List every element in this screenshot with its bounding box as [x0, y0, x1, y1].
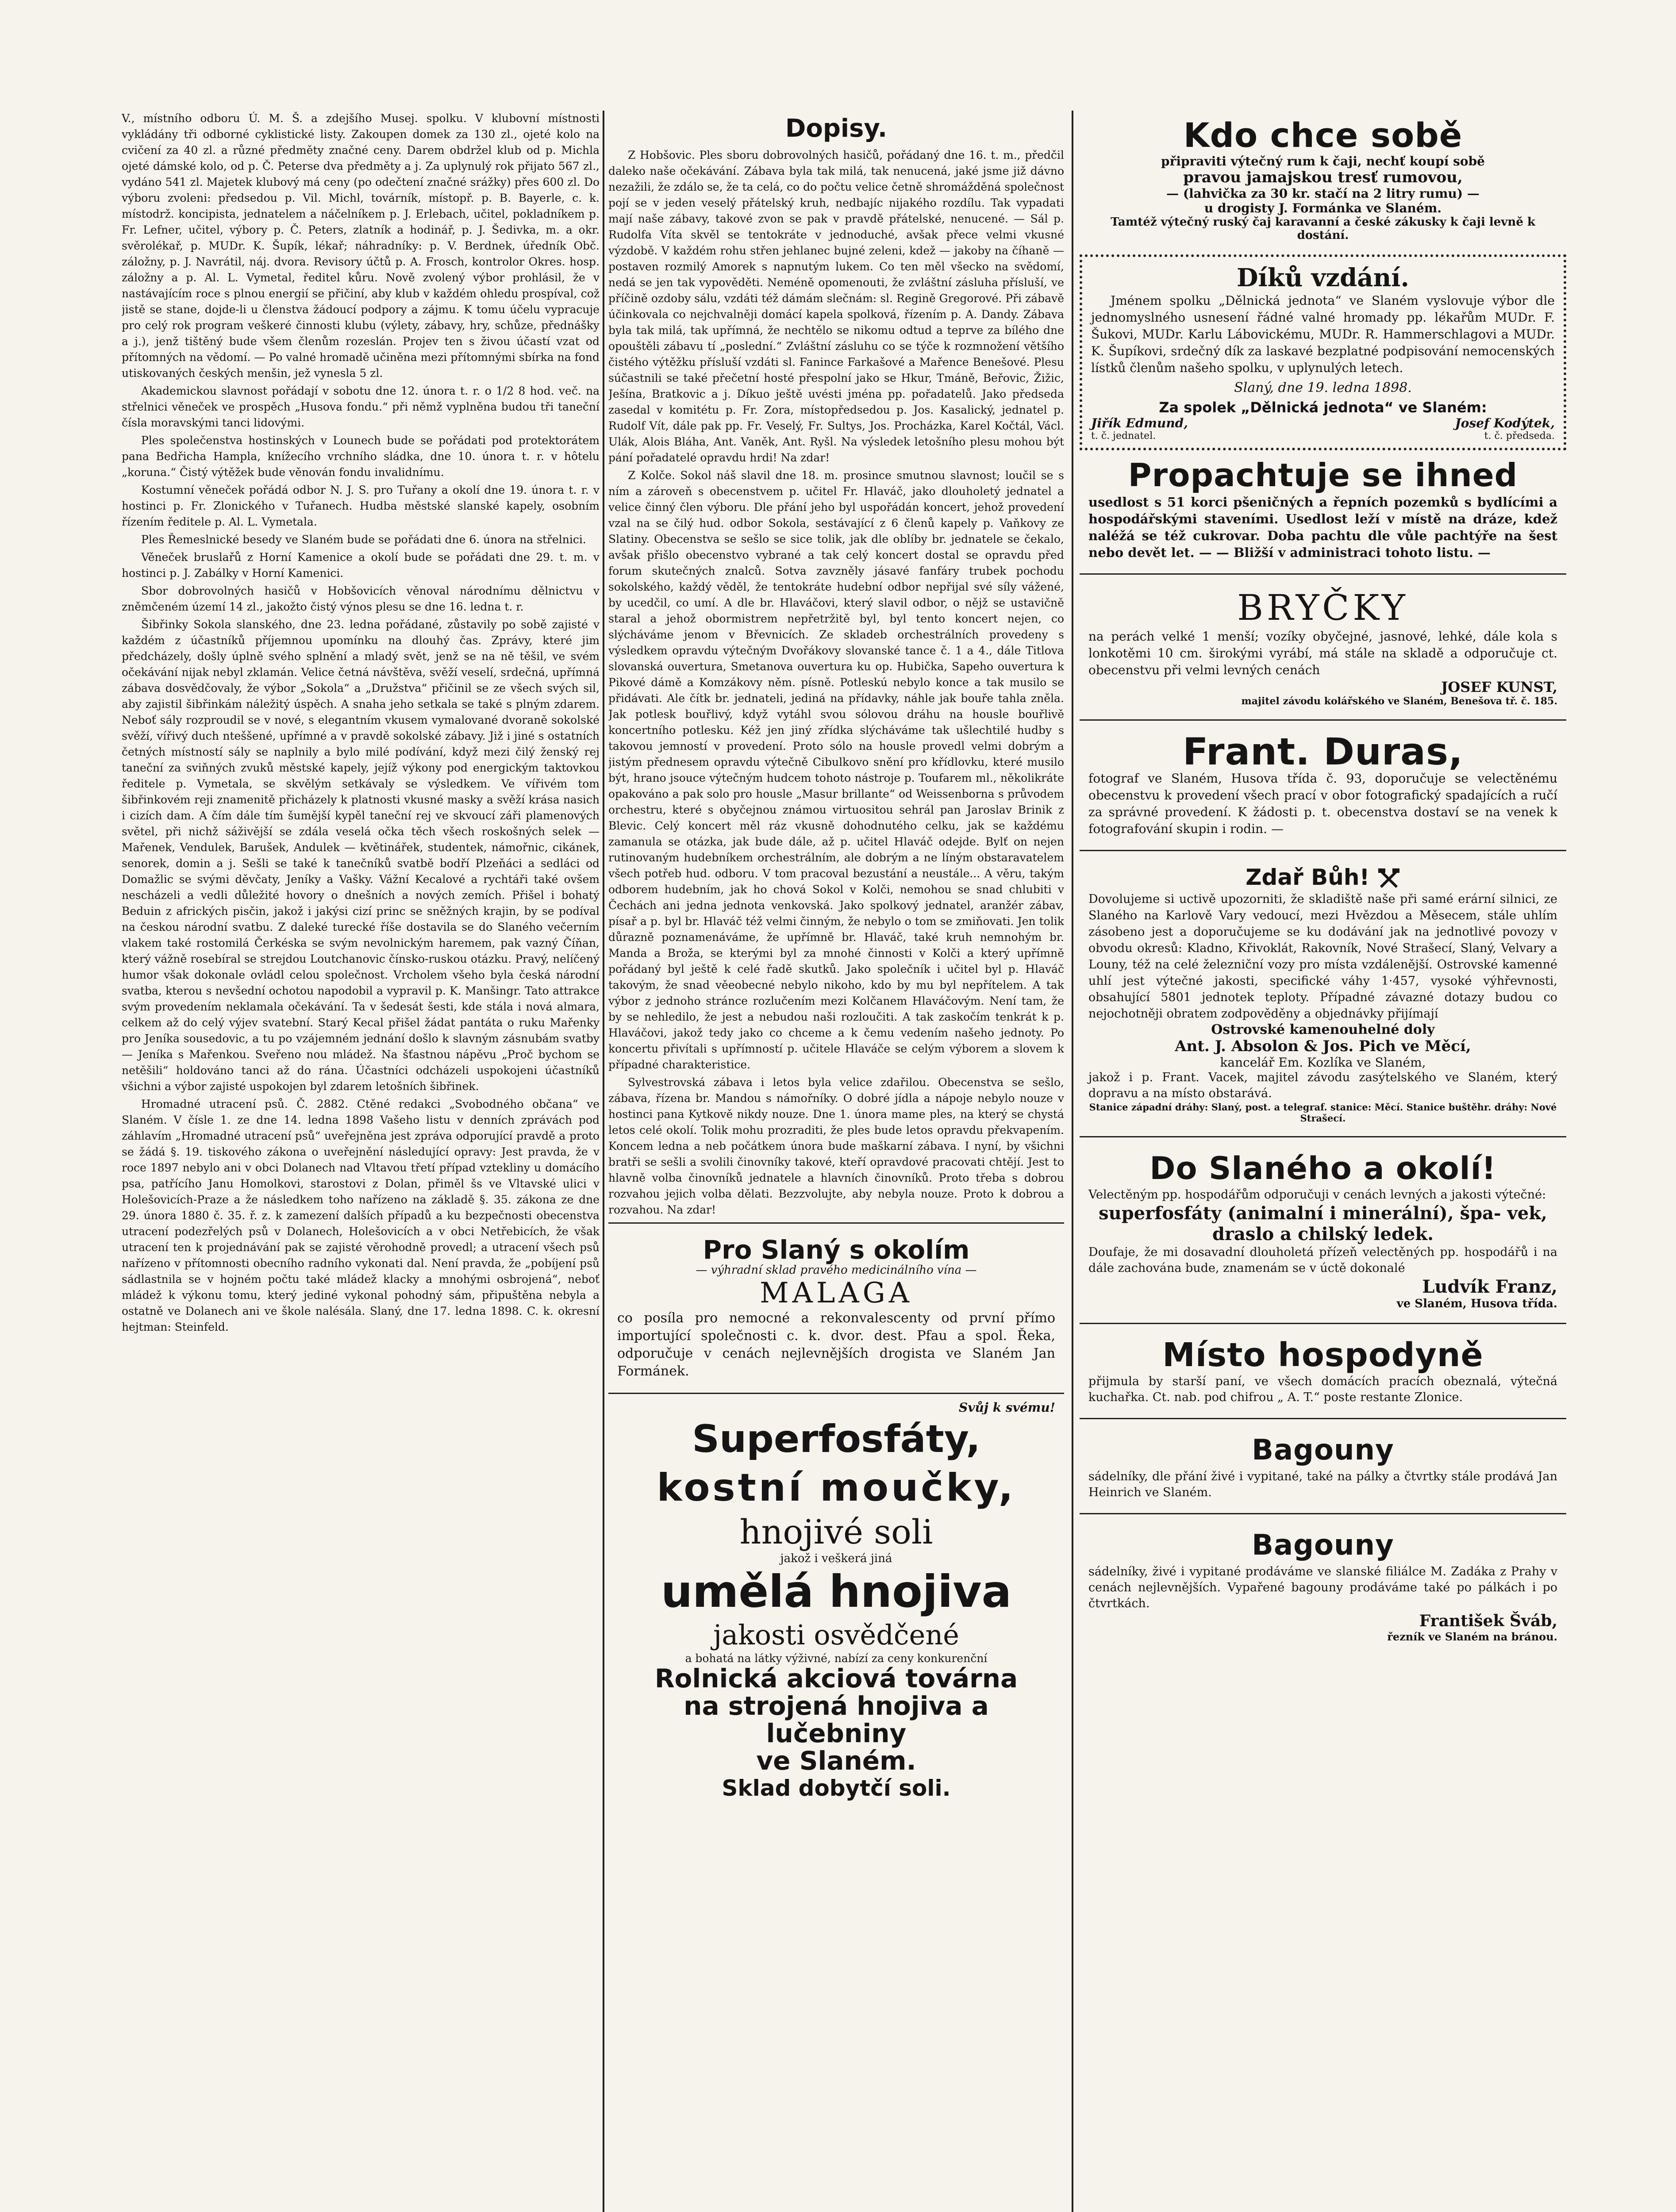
ad-rum-text2: pravou jamajskou tresť rumovou,	[1183, 169, 1463, 186]
ad-fertilizer-line9: na strojená hnojiva a lučebniny	[684, 1691, 989, 1748]
signature-jirik: Jiřík Edmund,	[1091, 416, 1188, 430]
ad-coal-office: kancelář Em. Kozlíka ve Slaném,	[1220, 1055, 1426, 1070]
ad-thanks-text: Jménem spolku „Dělnická jednota“ ve Slaném vyslovuje výbor dle jednomyslného usnesení řádné valné hromady pp. lékařům MUDr. F. Šukovi, MUDr. Karlu Lábovickému, MUDr. R. Hammerschlagovi a MUDr. K. Šupíkovi, srdečný dík za laskavé bezplatné podpisování nemocenských lístků členům našeho spolku, v uplynulých letech.	[1091, 293, 1555, 375]
ad-bagouny1-title: Bagouny	[1252, 1434, 1394, 1467]
ad-fertilizer-line5: umělá hnojiva	[661, 1566, 1012, 1617]
news-craftsmen-ball: Ples Řemeslnické besedy ve Slaném bude se pořádati dne 6. února na střelnici.	[141, 533, 586, 546]
separator	[1080, 1323, 1566, 1324]
separator	[1080, 719, 1566, 721]
ad-franz	[1080, 1144, 1566, 1317]
ad-carts-title: BRYČKY	[1237, 587, 1409, 628]
ad-malaga-subtitle: — výhradní sklad pravého medicinálního vína —	[696, 1263, 977, 1277]
column-letters	[608, 111, 1064, 2212]
news-fire-brigade: Sbor dobrovolných hasičů v Hobšovicích věnoval národnímu dělnictvu v zněmčeném území 14 zl., jakožto čistý výnos plesu se dne 16. ledna t. r.	[122, 584, 600, 613]
ad-carts-role: majitel závodu kolářského ve Slaném, Benešova tř. č. 185.	[1241, 695, 1557, 707]
ad-position-title: Místo hospodyně	[1162, 1336, 1484, 1374]
news-academic-party: Akademickou slavnost pořádají v sobotu dne 12. února t. r. o 1/2 8 hod. več. na střelnici věneček ve prospěch „Husova fondu.“ při němž vyplněna budou tři taneční čísla moravskými tanci lidovými.	[122, 384, 600, 429]
ad-duras	[1080, 727, 1566, 844]
ad-fertilizer-line1: Superfosfáty,	[692, 1417, 980, 1461]
ad-fertilizer-motto: Svůj k svému!	[959, 1400, 1055, 1415]
ad-fertilizer-line2: kostní moučky,	[657, 1466, 1016, 1510]
ad-fertilizer-line10: ve Slaném.	[756, 1746, 916, 1776]
ad-franz-name: Ludvík Franz,	[1422, 1276, 1557, 1297]
ad-duras-text: fotograf ve Slaném, Husova třída č. 93, doporučuje se velectěnému obecenstvu k provedení všech prací v obor fotografický spadajících a ručí za správné provedení. K žádosti p. t. obecenstva dostaví se na venek k fotografování skupin i rodin. —	[1088, 771, 1557, 836]
ad-bagouny1-text: sádelníky, dle přání živé i vypitané, také na pálky a čtvrtky stále prodává Jan Heinrich ve Slaném.	[1088, 1470, 1557, 1499]
ad-rum-text3: — (lahvička za 30 kr. stačí na 2 litry rumu) —	[1166, 186, 1480, 201]
ad-thanks-for: Za spolek „Dělnická jednota“ ve Slaném:	[1159, 399, 1487, 416]
ad-coal-station: Stanice západní dráhy: Slaný, post. a telegraf. stanice: Měcí. Stanice buštěhr. dráhy: Nové Strašecí.	[1089, 1102, 1557, 1124]
news-costume-wreath: Kostumní věneček pořádá odbor N. J. S. pro Tuřany a okolí dne 19. února t. r. v hostinci p. Fr. Zlonického v Tuřanech. Hudba městské slanské kapely, osobním řízením ředitele p. Al. L. Vymetala.	[122, 484, 600, 528]
ad-rum-text4: u drogisty J. Formánka ve Slaném.	[1204, 201, 1442, 215]
ad-malaga-product: MALAGA	[760, 1277, 913, 1310]
ad-fertilizer-line3: hnojivé soli	[739, 1512, 933, 1551]
ad-fertilizer-line6: jakosti osvědčené	[713, 1619, 959, 1651]
separator	[1080, 1136, 1566, 1137]
separator	[1080, 1513, 1566, 1514]
ad-coal	[1080, 857, 1566, 1130]
ad-coal-owners: Ant. J. Absolon & Jos. Pich ve Měcí,	[1175, 1037, 1471, 1055]
ad-rum-title: Kdo chce sobě	[1183, 115, 1463, 155]
ad-fertilizer	[608, 1400, 1064, 1808]
separator	[1080, 850, 1566, 851]
ad-position	[1080, 1330, 1566, 1412]
ad-coal-text: Dovolujeme si uctivě upozorniti, že skladiště naše při samé erární silnici, ze Slaného na Karlově Vary vedoucí, mezi Hvězdou a Měsecem, stále uhlím zásobeno jest a doporučujeme se ku dodávání jak na jednotlivé povozy v obvodu okresů: Kladno, Křivoklát, Rakovník, Nové Strašecí, Slaný, Velvary a Louny, též na celé železniční vozy pro místa vzdálenější. Ostrovské kamenné uhlí jest výtečné jakosti, specifické váhy 1·457, vysoké výhřevnosti, obsahující 5801 jednotek teploty. Případné závazné dotazy budou co nejochotněji obratem zodpověděny a objednávky přijímají	[1088, 892, 1557, 1021]
ad-thanks-signatures	[1091, 416, 1555, 430]
ad-franz-text2: superfosfáty (animalní i minerální), špa- vek, draslo a chilský ledek.	[1099, 1203, 1547, 1244]
ad-franz-role: ve Slaném, Husova třída.	[1396, 1297, 1557, 1310]
separator	[608, 1222, 1064, 1224]
ad-position-text: přijmula by starší paní, ve všech domácích pracích obeznalá, výtečná kuchařka. Ct. nab. pod chifrou „ A. T.“ poste restante Zlonice.	[1088, 1375, 1557, 1404]
ad-fertilizer-line8: Rolnická akciová továrna	[654, 1663, 1018, 1694]
ad-fertilizer-line4: jakož i veškerá jiná	[780, 1552, 892, 1565]
ad-rum-text5: Tamtéž výtečný ruský čaj karavanní a české zákusky k čaji levně k dostání.	[1111, 215, 1535, 242]
ad-rum	[1080, 117, 1566, 248]
ad-bagouny2-text: sádelníky, živé i vypitané prodáváme ve slanské filiálce M. Zadáka z Prahy v cenách nejlevnějších. Vypařené bagouny prodáváme také po pálkách i po čtvrtkách.	[1088, 1565, 1557, 1610]
section-title-dopisy: Dopisy.	[785, 114, 888, 143]
letter-sylvester: Sylvestrovská zábava i letos byla velice zdařilou. Obecenstva se sešlo, zábava, řízena br. Mandou s námořníky. O dobré jídla a nápoje nebylo nouze v hostinci pana Kytkově nikdy nouze. Dne 1. února mame ples, na který se chystá letos celé okolí. Tolik mohu prozraditi, že ples bude letos opravdu překvapením. Koncem ledna a neb počátkem února bude maškarní zábava. I nyní, by všichni bratři se sešli a svolili činovníky takové, kteří opravdové pracovati chtějí. Jest to hlavně volba činovníků jednatele a hlavních činovníků. Proto třeba s dobrou rozvahou jejich volba dělati. Bezzvolujte, aby nebyla nouze. Proto k dobrou a rozvahou. Na zdar!	[608, 1076, 1064, 1216]
role-jirik: t. č. jednatel.	[1091, 430, 1156, 442]
separator	[1080, 1418, 1566, 1419]
news-cycling-club: V., místního odboru Ú. M. Š. a zdejšího Musej. spolku. V klubovní místnosti vykládány tři odborné cyklistické listy. Zakoupen domek za 130 zl., ojeté kolo na cvičení za 40 zl. a různé předměty značné ceny. Darem obdržel klub od p. Michla ojeté dámské kolo, od p. Č. Peterse dva předměty a j. Za uplynulý rok přijato 567 zl., vydáno 541 zl. Majetek klubový má ceny (po odečtení značné srážky) přes 600 zl. Do výboru zvoleni: předsedou p. Vil. Michl, továrník, místopř. p. B. Bayerle, c. k. místodrž. koncipista, jednatelem a náčelníkem p. J. Erlebach, učitel, pokladníkem p. Fr. Lefner, učitel, výbory p. Č. Peters, zlatník a hodinář, p. J. Šedivka, m. a okr. svěrolékař, p. MUDr. K. Šupík, lékař; náhradníky: p. V. Berdnek, úředník Obč. záložny, p. J. Navrátil, náj. dvora. Revisory účtů p. A. Frosch, kontrolor Okres. hosp. záložny a p. Al. L. Vymetal, ředitel kůru. Nově zvolený výbor prohlásil, že v nastávajícím roce s plnou energií se přičiní, aby klub v každém ohledu prospíval, což jistě se stane, dojde-li u členstva žádoucí podpory a zájmu. K tomu účelu vypracuje pro celý rok program veškeré činnosti klubu (výlety, zábavy, hry, schůze, přednášky a j.), jenž tištěný bude všem členům rozeslán. Projev ten s živou účastí vzat od přítomných na vědomí. — Po valné hromadě učiněna mezi přítomnými sbírka na fond utiskovaných českých menšin, jež vynesla 5 zl.	[122, 112, 600, 380]
news-sokol-sibrinky: Šibřinky Sokola slanského, dne 23. ledna pořádané, zůstavily po sobě zajisté v každém z účastníků příjemnou upomínku na dlouhý čas. Zprávy, které jim předcházely, došly úplně svého splnění a mladý svět, jenž se na ně těšil, ve svém očekávání nijak nebyl zklamán. Velice četná návštěva, svěží veselí, srdečná, upřímná zábava dosvědčovaly, že výbor „Sokola“ a „Družstva“ přičinil se ze všech svých sil, aby zajistil šibřinkám náležitý úspěch. A snaha jeho setkala se také s plným zdarem. Neboť sály rozproudil se v nové, s elegantním vkusem vymalované dvoraně sokolské svěží, vířivý duch nteššené, upřímné a v pravdě sokolské zábavy. Již i jiné s ostatních četných místností sály se naplnily a bylo milé podívání, když mezi čilý ženský rej taneční za sviňných zvuků městské kapely, jejíž výkony pod energickým taktovkou ředitele p. Vymetala, se skvělým setkávaly se výsledkem. Ve vířivém tom šibřinkovém reji znamenitě přicházely k platnosti vkusné masky a svěží krása nasich i cizích dam. A čím dále tím šumější kypěl taneční rej ve skvoucí záři plamenových světel, při nichž sáživější se zdála veselá očka těch všech roskošných selek — Mařenek, Vendulek, Barušek, Andulek — květinářek, studentek, námořnic, cikánek, senorek, domin a j. Sešli se také k tanečníků svatbě bodří Plzeňáci a sedláci od Domažlic se svými děvčaty, Jeníky a Vašky. Vážní Kecalové a rychtáři také ovšem nescházeli a vedli důležité hovory o dnešních a nových zemích. Přišel i bohatý Beduin z afrických pisčin, jakož i jakýsi cizí princ se sněžných krajin, by se podíval na českou národní svatbu. Z daleké turecké říše dostavila se do Slaného večerním vlakem také rostomilá Čerkéska se svým nevolnickým haremem, pak vazný Číňan, který vážně rosebíral se strejdou Loutchanovic čínsko-ruskou otázku. Pravý, nelíčený humor však dokonale ovládl celou společnost. Vrcholem všeho byla česká národní svatba, kterou s nevšední ochotou napodobil a vypravil p. K. Manšingr. Tato attrakce svým provedením neklamala očekávání. Ta v šedesát šesti, kde stála i nová almara, celkem až do celý výjev svatební. Starý Kecal přišel žádat pantáta o ruku Mařenky pro Jeníka sousedovic, a tu po vzájemném jednání došlo k slavným zásnubám svatby — Jeníka s Mařenkou. Sveřeno nou mládež. Na šťastnou nápěvu „Proč bychom se netěšili“ holdováno tanci až do rána. Účastníci odcházeli uspokojeni účastníků všichni a výbor zajisté uspokojen byl zdarem letošních šibřinek.	[122, 618, 600, 1093]
ad-coal-title-row	[1088, 864, 1557, 891]
ad-bagouny2-title: Bagouny	[1252, 1529, 1394, 1562]
ad-bagouny-heinrich	[1080, 1425, 1566, 1507]
column-ads	[1080, 111, 1566, 2212]
ad-franz-text1: Velectěným pp. hospodářům odporučuji v cenách levných a jakosti výtečné:	[1088, 1188, 1546, 1202]
ad-fertilizer-line7: a bohatá na látky výživné, nabízí za ceny konkurenční	[685, 1652, 988, 1665]
signature-kodytek: Josef Kodýtek,	[1455, 416, 1555, 430]
ad-carts-text: na perách velké 1 menší; vozíky obyčejné, jasnové, lehké, dále kola s lonkotěmi 10 cm. širokými vyrábí, má stále na skladě a odporučuje ct. obecenstvu při velmi levných cenách	[1088, 629, 1557, 677]
role-kodytek: t. č. předseda.	[1484, 430, 1555, 442]
ad-coal-title: Zdař Bůh!	[1245, 864, 1370, 890]
ad-lease	[1080, 457, 1566, 567]
news-skaters-wreath: Věneček bruslařů z Horní Kamenice a okolí bude se pořádati dne 29. t. m. v hostinci p. J. Zabálky v Horní Kamenici.	[122, 551, 600, 580]
ad-malaga-text: co posíla pro nemocné a rekonvalescenty od první přímo importující společnosti c. k. dvor. dest. Pfau a spol. Řeka, odporučuje v cenách nejlevnějších drogista ve Slaném Jan Formánek.	[617, 1310, 1055, 1379]
ad-thanks-roles	[1091, 430, 1555, 442]
column-divider-2	[1072, 111, 1073, 2212]
ad-franz-text3: Doufaje, že mi dosavadní dlouholetá přízeň velectěných pp. hospodářů i na dále zachována bude, znamenám se v úctě dokonalé	[1088, 1245, 1557, 1275]
ad-duras-title: Frant. Duras,	[1183, 730, 1463, 773]
column-divider-1	[603, 111, 604, 2212]
news-dogs-correction: Hromadné utracení psů. Č. 2882. Ctěné redakci „Svobodného občana“ ve Slaném. V čísle 1. ze dne 14. ledna 1898 Vašeho listu v denních zprávách pod záhlavím „Hromadné utracení psů“ uveřejněna jest zpráva odporující pravdě a proto se žádá §. 19. tiskového zákona o uveřejnění následující opravy: Jest pravda, že v roce 1897 nebylo ani v obci Dolanech nad Vltavou třetí případ vztekliny u domácího psa, patřícího Janu Homolkovi, starostovi z Dolan, přiměl šs ve Vltavské ulici v Holešovicích-Praze a že následkem toho nařízeno na základě §. 35. zákona ze dne 29. února 1880 č. 35. ř. z. k zamezení dalších případů a ku bezpečnosti obecenstva utracení podezřelých psů v Dolanech, Holešovicích a v obci Netřebicích, že však utracení ten k projednávání pak se zajisté věrohodně provedl; a utracení všech psů nařízeno v přítomnosti obecního radního vykonati dal. Není pravda, že „pobíjení psů sádlastnila se v hojném počtu také mládež klacky a mnohými osbrojená“, neboť mládež k výkonu tomu, který jediné vykonal pohodný sám, připuštěna nebyla a ostatně ve Dolanech ani ve škole nalésála. Slaný, dne 17. ledna 1898. C. k. okresní hejtman: Steinfeld.	[122, 1098, 600, 1333]
letter-hobsovice: Z Hobšovic. Ples sboru dobrovolných hasičů, pořádaný dne 16. t. m., předčil daleko naše očekávání. Zábava byla tak milá, tak nenucená, jaké jsme již dávno nezažili, že zdálo se, že ta celá, co do počtu velice četně shromážděná společnost pojí se v jeden veselý přátelský kruh, nedbajíc nijakého rozdílu. Tak vypadati mají naše zábavy, takové zvon se pak v pravdě přátelské, nenucené. — Sál p. Rudolfa Víta skvěl se tentokráte v jednoduché, avšak přece velmi vkusné výzdobě. V každém rohu střen jehlanec bujné zeleni, kdež — jakoby na číhaně — postaven rozmilý Amorek s napnutým lukem. Co ten měl všecko na svědomí, nedá se jen tak vypověděti. Neméně opomenouti, že zvláštní zásluha přísluší, ve příčině ozdoby sálu, vzdáti též dámám slečnám: sl. Regině Gregorové. Při zábavě účinkovala co nejchvalněji domácí kapela spolková, řízením p. A. Dandy. Zábava byla tak milá, tak upřímná, že nechtělo se nikomu odtud a teprve za bílého dne opouštěli zábavu tí „poslední.“ Zvláštní zásluhu co se týče k rozmnožení většího čistého výtěžku přísluší vzdáti sl. Fanince Farkašové a Mařence Benešové. Plesu súčastnili se také přečetní hosté přespolní jako se Hkur, Tmáně, Beřovic, Žižic, Ješína, Bratkovic a j. Díkuo ještě uvésti jména pp. pořadatelů. Jako předseda zasedal v komitétu p. Fr. Zora, místopředsedou p. Jos. Kasalický, jednatel p. Rudolf Vít, dále pak pp. Fr. Veselý, Fr. Sultys, Jos. Procházka, Karel Kočtál, Václ. Ulák, Alois Bláha, Ant. Vaněk, Ant. Ryšl. Na výsledek letošního plesu mohou být pání pořadatelé opravdu hrdi! Na zdar!	[608, 149, 1064, 464]
ad-malaga-title: Pro Slaný s okolím	[703, 1235, 970, 1265]
ad-thanks	[1080, 254, 1566, 450]
news-innkeepers-ball: Ples společenstva hostinských v Lounech bude se pořádati pod protektorátem pana Bedřicha Hampla, knížecího vrchního sládka, dne 10. února t. r. v hôtelu „koruna.“ Čistý výtěžek bude věnován fondu invalidnímu.	[122, 434, 600, 479]
ad-franz-title: Do Slaného a okolí!	[1149, 1150, 1496, 1187]
column-news	[122, 111, 600, 2212]
hammer-pick-icon	[1377, 868, 1400, 891]
ad-carts	[1080, 581, 1566, 713]
ad-coal-rep: jakož i p. Frant. Vacek, majitel závodu zasýtelského ve Slaném, který dopravu a na místo obstarává.	[1088, 1071, 1557, 1100]
ad-lease-title: Propachtuje se ihned	[1128, 457, 1518, 494]
ad-bagouny2-name: František Šváb,	[1419, 1612, 1557, 1630]
ad-thanks-date: Slaný, dne 19. ledna 1898.	[1234, 380, 1412, 396]
ad-thanks-title: Díků vzdání.	[1236, 263, 1410, 292]
ad-rum-text1: připraviti výtečný rum k čaji, nechť koupí sobě	[1161, 154, 1485, 169]
ad-carts-name: JOSEF KUNST,	[1441, 679, 1557, 695]
ad-coal-mine: Ostrovské kamenouhelné doly	[1211, 1022, 1435, 1037]
ad-lease-text: usedlost s 51 korci pšeničných a řepních pozemků s bydlícími a hospodářskými staveními. Usedlost leží v místě na dráze, kdež naléžá se též cukrovar. Doba pachtu dle vůle pachtýře na šest nebo devět let. — — Bližší v administraci tohoto listu. —	[1088, 495, 1557, 560]
separator	[608, 1393, 1064, 1394]
ad-bagouny2-role: řezník ve Slaném na bránou.	[1387, 1630, 1557, 1643]
letter-kolec: Z Kolče. Sokol náš slavil dne 18. m. prosince smutnou slavnost; loučil se s ním a zároveň s obecenstvem p. učitel Fr. Hlaváč, jako dlouholetý jednatel a velice činný člen výboru. Dle přání jeho byl uspořádán koncert, jehož provedení vzal na se čilý hud. odbor Sokola, sestávající z 6 členů kapely p. Vaňkovy ze Slatiny. Obecenstva se sešlo se sice tolik, jak dle oblíby br. jednatele se čekalo, avšak přišlo obecenstvo vybrané a tak celý koncert dostal se opravdu před forum skutečných znalců. Sotva zavzněly jásavé fanfáry trubek pochodu sokolského, každý věděl, že tentokráte hudební odbor nepřijal své síly vážené, by ucedčil, co umí. A dle br. Hlaváčovi, který slavil odbor, o nějž se ustavičně staral a jehož obormistrem nepřetržitě byl, byl tento koncert nejen, co slýcháváme jenom v Břevnicích. Ze skladeb orchestrálních provedeny s výsledkem opravdu výtečným Dvořákovy slovanské tance č. 1 a 4., dále Titlova slovanská ouvertura, Smetanova ouvertura ku op. Hubička, Sapeho ouvertura k Pikové dámě a Komzákovy něm. písně. Potleskú nebylo konce a tak musilo se přidávati. Ale čítk br. jednateli, jediná na přídavky, náhle jak bouře tahla zněla. Jak potlesk bouřlivý, když vytáhl svou sólovou dráhu na housle bouřlivě koncertního potlesku. Kéž jen jiný zřídka slýcháváme tak ušlechtilé hudby s takovou jemností v provedení. Proto sólo na housle provedl velmi dobrým a jistým přednesem opravdu výtečně Cibulkovo snění pro křídlovku, které musilo být, hrano jsouce výtečným hudcem tohoto nástroje p. Toufarem ml., několikráte opakováno a pak solo pro housle „Masur brillante“ od Weissenborna s průvodem orchestru, které s obyčejnou známou virtuositou sehrál pan Jaroslav Brinik z Blevic. Celý koncert měl ráz vkusně dohodnutého celku, jak se každému zamanula se otázka, jak bude dále, až p. učitel Hlaváč odejde. Bylť on nejen rutinovaným hudebníkem orchestrálním, ale dobrým a ne líným obstaravatelem všech potřeb hud. odboru. V tom pracoval bezustání a neustále... A věru, takým odborem hudebním, jak ho chová Sokol v Kolči, nemohou se snad chlubiti v Čechách ani jedna jednota venkovská. Jako spolkový jednatel, aranžér zábav, písař a p. byl br. Hlaváč též velmi činným, že nebylo o tom se zmiňovati. Jen tolik důrazně poznamenáváme, že upřímně br. Hlaváč, také kruh nemnohým br. Manda a Broža, se kterými byl za mnohé činnosti v Kolči a který upřímně pořádaný byl ještě k celé řadě skutků. Jako společník i učitel byl p. Hlaváč takovým, že snad věeobecné nebylo nikoho, kdo by mu byl nepřítelem. A tak výbor z jednoho stránce rozlučením mezi Kolčanem Hlaváčovým. Není tam, že by se nehledilo, že jest a nebudou naši rozloučiti. A tak zaskočím tenkrát k p. Hlaváčovi, jakož tedy jako co chceme a k čemu vedením našeho jednoty. Po koncertu přivítali s upřímností p. učitele Hlaváče se celým výborem a slovem k případné charakteristice.	[608, 469, 1064, 1071]
ad-bagouny-svab	[1080, 1521, 1566, 1649]
ad-malaga	[608, 1230, 1064, 1386]
ad-fertilizer-line11: Sklad dobytčí soli.	[722, 1775, 951, 1801]
separator	[1080, 573, 1566, 575]
